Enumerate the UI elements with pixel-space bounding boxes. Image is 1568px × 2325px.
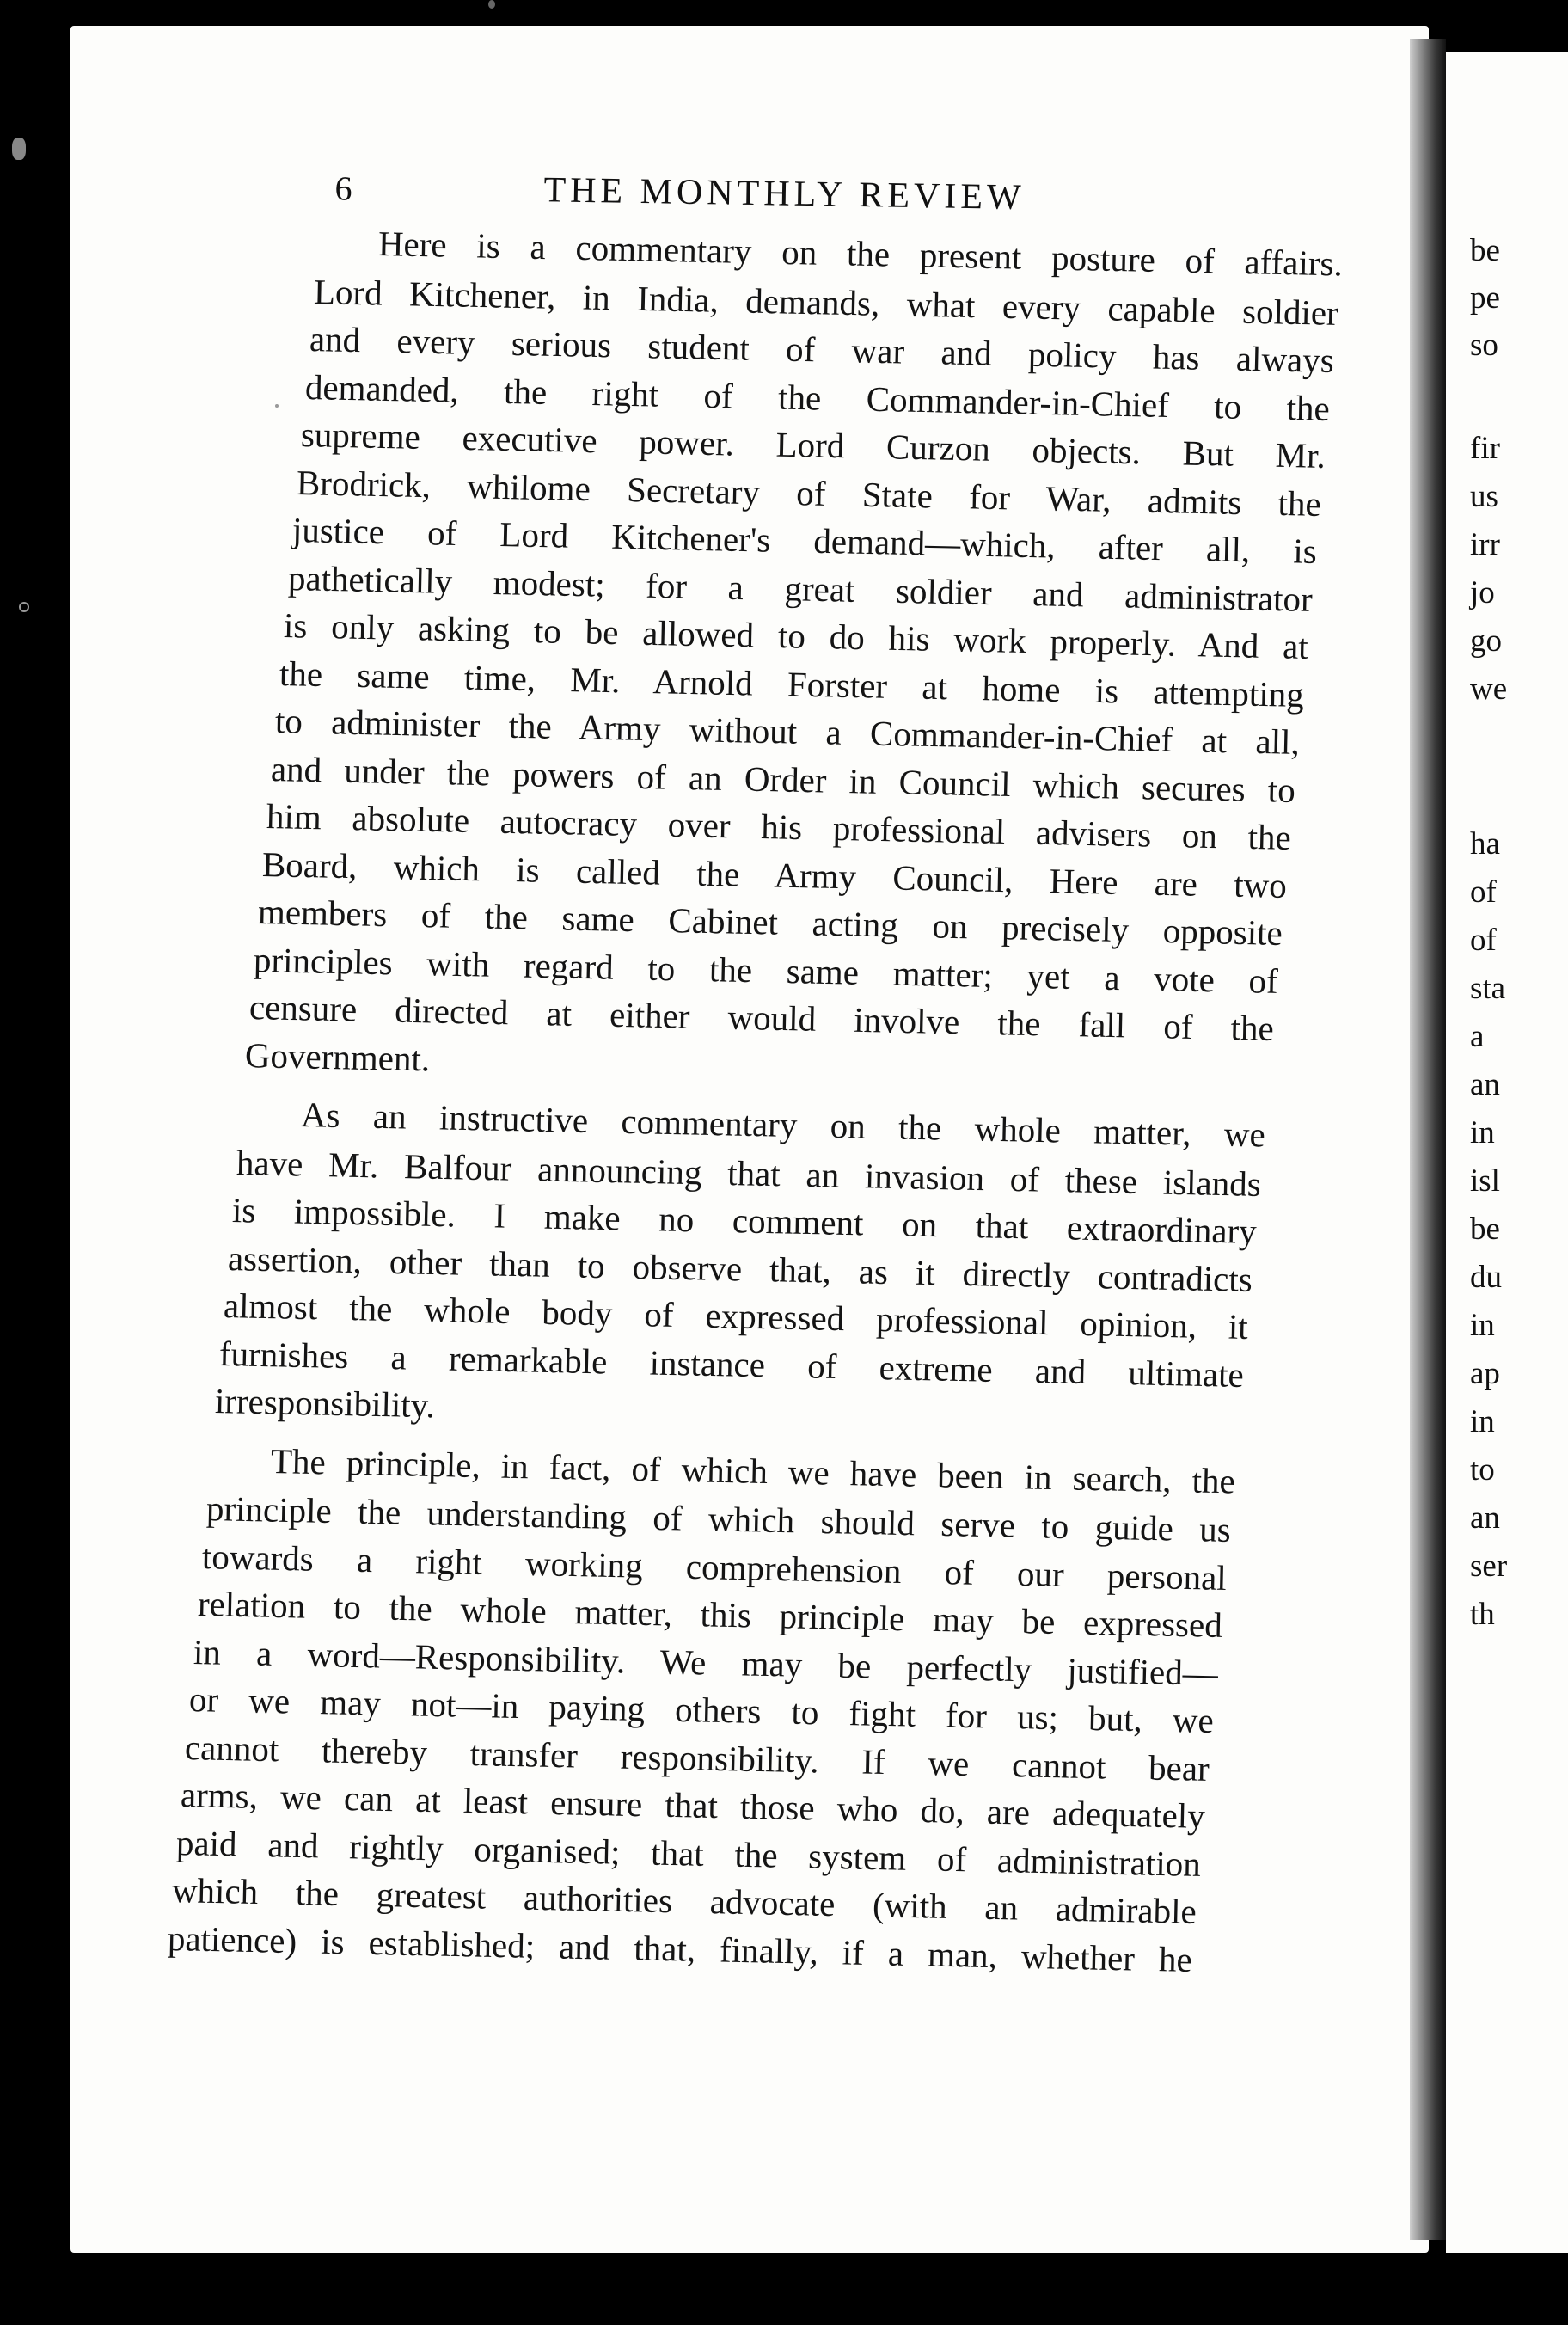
journal-title: THE MONTHLY REVIEW: [543, 170, 1026, 218]
text-line: and every serious student of war and policy has always: [309, 319, 1335, 380]
text-line: principle the understanding of which should serve to guide us: [205, 1488, 1232, 1549]
text-line: is only asking to be allowed to do his work properly. And at: [283, 605, 1309, 666]
text-line: the same time, Mr. Arnold Forster at home is attempting: [279, 653, 1305, 715]
facing-text-fragment: an: [1470, 1500, 1500, 1536]
text-line: supreme executive power. Lord Curzon objects. But Mr.: [300, 414, 1326, 475]
text-line: As an instructive commentary on the whole matter, we: [300, 1095, 1266, 1155]
text-line: in a word—Responsibility. We may be perfectly justified—: [193, 1631, 1219, 1693]
facing-text-fragment: th: [1470, 1597, 1495, 1632]
text-line: Board, which is called the Army Council, Here are two: [261, 844, 1288, 905]
text-line: demanded, the right of the Commander-in-Chief to the: [304, 366, 1331, 428]
facing-text-fragment: in: [1470, 1115, 1495, 1150]
text-line: censure directed at either would involve the fall of the: [248, 987, 1275, 1048]
text-line: assertion, other than to observe that, as it directly contradicts: [227, 1237, 1253, 1299]
facing-text-fragment: a: [1470, 1019, 1485, 1054]
text-line: pathetically modest; for a great soldier and administrator: [287, 557, 1314, 619]
facing-text-fragment: isl: [1470, 1163, 1500, 1199]
page-number: 6: [334, 169, 352, 208]
facing-text-fragment: of: [1470, 923, 1497, 958]
text-line: and under the powers of an Order in Council which secures to: [270, 748, 1296, 810]
text-line: principles with regard to the same matter; yet a vote of: [253, 939, 1279, 1001]
text-line: him absolute autocracy over his professional advisers on the: [266, 796, 1292, 857]
text-line: towards a right working comprehension of our personal: [201, 1536, 1228, 1598]
facing-text-fragment: fir: [1470, 431, 1500, 466]
facing-text-fragment: ha: [1470, 826, 1500, 862]
text-line: which the greatest authorities advocate (with an admirable: [171, 1870, 1197, 1931]
text-line: Brodrick, whilome Secretary of State for War, admits the: [296, 462, 1322, 524]
facing-text-fragment: pe: [1470, 280, 1500, 316]
facing-text-fragment: be: [1470, 1212, 1500, 1247]
facing-text-fragment: an: [1470, 1067, 1500, 1102]
text-line: almost the whole body of expressed professional opinion, it: [223, 1285, 1249, 1347]
text-line: arms, we can at least ensure that those who do, are adequately: [180, 1775, 1206, 1836]
text-line: irresponsibility.: [214, 1381, 436, 1426]
text-line: cannot thereby transfer responsibility. If we cannot bear: [184, 1727, 1210, 1788]
text-line: is impossible. I make no comment on that extraordinary: [231, 1190, 1258, 1251]
text-line: paid and rightly organised; that the system of administration: [175, 1822, 1202, 1884]
text-line: members of the same Cabinet acting on precisely opposite: [257, 892, 1283, 953]
facing-text-fragment: we: [1470, 672, 1508, 707]
facing-text-fragment: in: [1470, 1404, 1495, 1439]
facing-text-fragment: so: [1470, 328, 1498, 363]
facing-text-fragment: in: [1470, 1308, 1495, 1343]
text-line: to administer the Army without a Commander-in-Chief at all,: [274, 701, 1301, 762]
text-line: relation to the whole matter, this principle may be expressed: [197, 1584, 1223, 1645]
facing-text-fragment: of: [1470, 874, 1497, 910]
text-line: The principle, in fact, of which we have been in search, the: [270, 1440, 1236, 1500]
text-line: or we may not—in paying others to fight for us; but, we: [188, 1679, 1215, 1740]
facing-text-fragment: ser: [1470, 1549, 1508, 1584]
facing-text-fragment: irr: [1470, 527, 1500, 562]
dust-speck: [488, 0, 495, 9]
facing-text-fragment: ap: [1470, 1356, 1500, 1391]
dust-speck: [19, 602, 29, 612]
text-line: patience) is established; and that, finally, if a man, whether he: [167, 1917, 1193, 1979]
text-line: Lord Kitchener, in India, demands, what every capable soldier: [313, 271, 1339, 333]
facing-text-fragment: du: [1470, 1260, 1502, 1295]
text-line: furnishes a remarkable instance of extreme and ultimate: [218, 1333, 1245, 1395]
facing-text-fragment: jo: [1470, 575, 1495, 610]
text-line: have Mr. Balfour announcing that an invasion of these islands: [236, 1142, 1262, 1204]
facing-text-fragment: go: [1470, 623, 1502, 659]
text-line: justice of Lord Kitchener's demand—which, after all, is: [291, 510, 1318, 571]
text-line: Government.: [244, 1034, 431, 1079]
facing-text-fragment: sta: [1470, 971, 1506, 1006]
facing-text-fragment: be: [1470, 233, 1500, 268]
facing-text-fragment: us: [1470, 479, 1498, 514]
text-line: Here is a commentary on the present posture of affairs.: [377, 224, 1344, 284]
facing-text-fragment: to: [1470, 1452, 1495, 1488]
dust-speck: [275, 404, 279, 408]
dust-speck: [12, 138, 26, 160]
